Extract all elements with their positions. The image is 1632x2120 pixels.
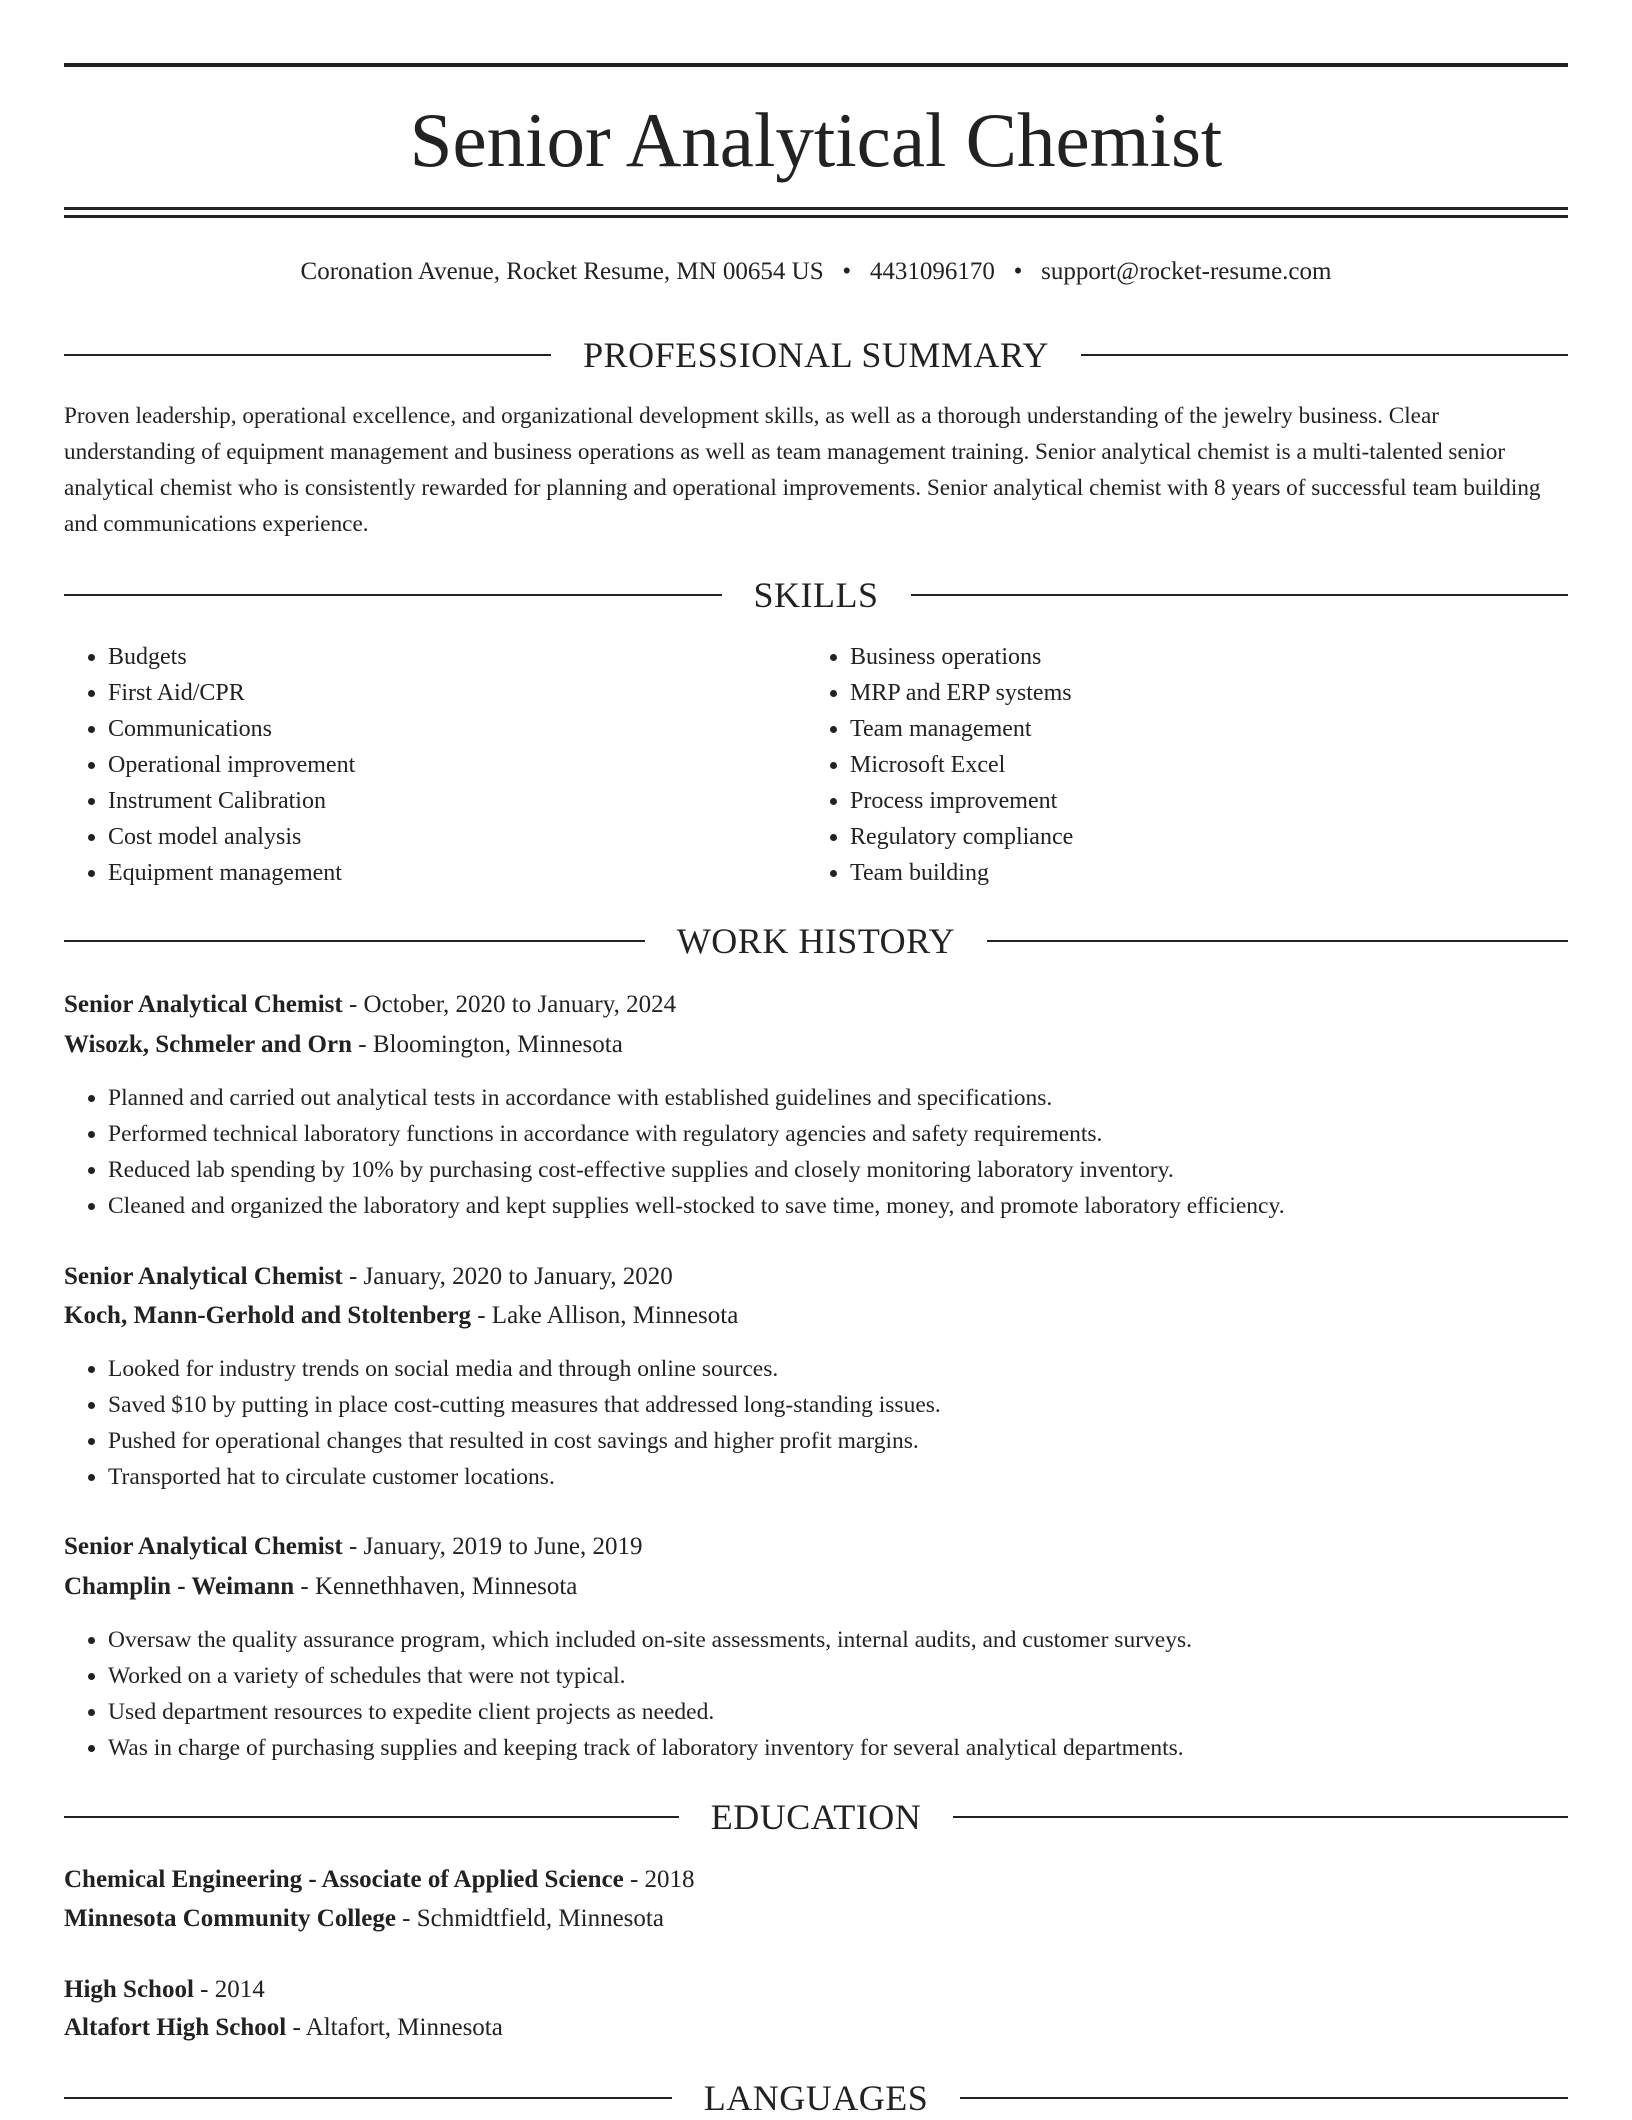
education-school: Minnesota Community College — [64, 1905, 396, 1932]
education-school-line — [64, 2008, 503, 2048]
education-school: Altafort High School — [64, 2014, 287, 2041]
job-company-line — [64, 1567, 577, 1607]
title-rule-lower — [64, 215, 1568, 218]
job-bullet: • Was in charge of purchasing supplies and keeping track of laboratory inventory for several analytical departments. — [108, 1730, 1612, 1766]
section-title: WORK HISTORY — [676, 921, 956, 961]
education-degree-line — [64, 1970, 265, 2010]
job-bullet: • Cleaned and organized the laboratory and kept supplies well-stocked to save time, money, and promote laboratory efficiency. — [108, 1188, 1612, 1224]
skill-item: • Equipment management — [108, 855, 808, 891]
job-dates: - January, 2019 to June, 2019 — [342, 1533, 643, 1560]
divider-line — [64, 1816, 679, 1818]
divider-line — [953, 1816, 1568, 1818]
job-bullet: • Pushed for operational changes that resulted in cost savings and higher profit margins. — [108, 1423, 1612, 1459]
job-title-line — [64, 985, 676, 1025]
job-title-line — [64, 1527, 642, 1567]
job-bullet: • Worked on a variety of schedules that were not typical. — [108, 1658, 1612, 1694]
job-company: Koch, Mann-Gerhold and Stoltenberg — [64, 1302, 471, 1329]
top-rule — [64, 63, 1568, 67]
skill-item: • Operational improvement — [108, 747, 808, 783]
skill-item: • Budgets — [108, 639, 808, 675]
job-bullets — [64, 1351, 1612, 1495]
divider-line — [960, 2097, 1568, 2099]
job-bullet: • Oversaw the quality assurance program, which included on-site assessments, internal audits, and customer surveys. — [108, 1622, 1612, 1658]
skill-item: • MRP and ERP systems — [850, 675, 1590, 711]
education-location: - Altafort, Minnesota — [286, 2014, 503, 2041]
job-bullet: • Looked for industry trends on social media and through online sources. — [108, 1351, 1612, 1387]
divider-line — [64, 354, 551, 356]
contact-email: support@rocket-resume.com — [1041, 258, 1332, 285]
skill-item: • Regulatory compliance — [850, 819, 1590, 855]
job-location: - Bloomington, Minnesota — [352, 1031, 623, 1058]
education-degree: Chemical Engineering - Associate of Applied Science — [64, 1866, 624, 1893]
job-role: Senior Analytical Chemist — [64, 991, 343, 1018]
job-bullet: • Planned and carried out analytical tests in accordance with established guidelines and specifications. — [108, 1080, 1612, 1116]
job-dates: - January, 2020 to January, 2020 — [342, 1263, 673, 1290]
job-location: - Kennethhaven, Minnesota — [294, 1573, 578, 1600]
skills-list-right — [806, 639, 1590, 891]
job-role: Senior Analytical Chemist — [64, 1533, 343, 1560]
skill-item: • Business operations — [850, 639, 1590, 675]
skill-item: • Process improvement — [850, 783, 1590, 819]
education-location: - Schmidtfield, Minnesota — [395, 1905, 664, 1932]
job-bullet: • Used department resources to expedite client projects as needed. — [108, 1694, 1612, 1730]
divider-line — [1081, 354, 1568, 356]
divider-line — [64, 940, 645, 942]
education-year: - 2018 — [623, 1866, 695, 1893]
job-title-line — [64, 1257, 673, 1297]
section-header-work — [64, 919, 1568, 963]
contact-address: Coronation Avenue, Rocket Resume, MN 00654 US — [300, 258, 824, 285]
job-company-line — [64, 1296, 738, 1336]
job-bullets — [64, 1080, 1612, 1224]
skills-list-left — [64, 639, 808, 891]
contact-line — [0, 252, 1632, 292]
job-company: Wisozk, Schmeler and Orn — [64, 1031, 352, 1058]
job-location: - Lake Allison, Minnesota — [470, 1302, 739, 1329]
skill-item: • Team management — [850, 711, 1590, 747]
summary-text: Proven leadership, operational excellence, and organizational development skills, as well as a thorough understanding of the jewelry business. Clear understanding of equipment management and business operations as well as team management training. Senior analytical chemist is a multi-talented senior analytical chemist who is consistently rewarded for planning and operational improvements. Senior analytical chemist with 8 years of successful team building and communications experience. — [64, 403, 1541, 537]
job-dates: - October, 2020 to January, 2024 — [342, 991, 677, 1018]
job-bullets — [64, 1622, 1612, 1766]
page-title: Senior Analytical Chemist — [409, 97, 1223, 183]
section-title: EDUCATION — [710, 1797, 922, 1837]
section-header-summary — [64, 333, 1568, 377]
education-year: - 2014 — [193, 1976, 265, 2003]
contact-separator: • — [1013, 258, 1023, 285]
job-role: Senior Analytical Chemist — [64, 1263, 343, 1290]
section-title: LANGUAGES — [703, 2078, 929, 2118]
divider-line — [64, 594, 722, 596]
skill-item: • First Aid/CPR — [108, 675, 808, 711]
job-bullet: • Performed technical laboratory functions in accordance with regulatory agencies and safety requirements. — [108, 1116, 1612, 1152]
job-company: Champlin - Weimann — [64, 1573, 295, 1600]
skill-item: • Team building — [850, 855, 1590, 891]
education-degree-line — [64, 1860, 695, 1900]
section-title: SKILLS — [753, 575, 879, 615]
skill-item: • Communications — [108, 711, 808, 747]
job-company-line — [64, 1025, 623, 1065]
divider-line — [911, 594, 1569, 596]
title-rule-upper — [64, 207, 1568, 210]
contact-separator: • — [842, 258, 852, 285]
education-school-line — [64, 1899, 664, 1939]
section-header-education — [64, 1795, 1568, 1839]
job-bullet: • Saved $10 by putting in place cost-cutting measures that addressed long-standing issues. — [108, 1387, 1612, 1423]
section-header-languages — [64, 2076, 1568, 2120]
job-bullet: • Transported hat to circulate customer locations. — [108, 1459, 1612, 1495]
skill-item: • Microsoft Excel — [850, 747, 1590, 783]
skill-item: • Instrument Calibration — [108, 783, 808, 819]
divider-line — [64, 2097, 672, 2099]
job-bullet: • Reduced lab spending by 10% by purchasing cost-effective supplies and closely monitoring laboratory inventory. — [108, 1152, 1612, 1188]
contact-phone: 4431096170 — [869, 258, 995, 285]
section-title: PROFESSIONAL SUMMARY — [583, 335, 1049, 375]
divider-line — [987, 940, 1568, 942]
education-degree: High School — [64, 1976, 194, 2003]
section-header-skills — [64, 573, 1568, 617]
skill-item: • Cost model analysis — [108, 819, 808, 855]
